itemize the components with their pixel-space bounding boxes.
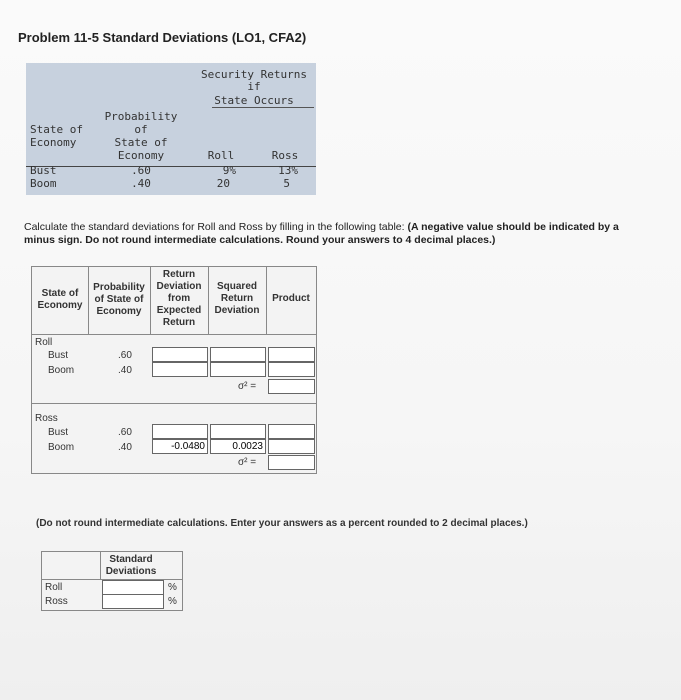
grid-v2 (150, 267, 151, 334)
sd-grid-v (100, 552, 101, 579)
col-prob-line4: Economy (117, 149, 165, 162)
ross-variance-input[interactable] (268, 455, 315, 470)
roll-label: Roll (35, 337, 53, 348)
col-prob-line3: State of (114, 136, 168, 149)
instructions-bold: (A negative value should be indicated by a minus sign. Do not round intermediate calculations. Round your answers to 4 decimal places.) (24, 221, 619, 246)
hdr-prob-3: Economy (96, 306, 142, 317)
col-state-line2: Economy (30, 136, 77, 149)
row-boom-ross: 5 (283, 177, 290, 190)
hdr-product: Product (272, 293, 310, 304)
header-if: if (247, 80, 261, 93)
roll-bust-state: Bust (48, 350, 69, 361)
ross-boom-squared-input[interactable] (210, 439, 266, 454)
col-state-line1: State of (30, 123, 83, 136)
hdr-sq-3: Deviation (214, 305, 260, 316)
roll-boom-deviation-input[interactable] (152, 362, 208, 377)
row-bust-prob: .60 (131, 164, 151, 177)
note-percent: (Do not round intermediate calculations. Enter your answers as a percent rounded to 2 decimal places.) (36, 518, 528, 529)
ross-bust-squared-input[interactable] (210, 424, 266, 439)
hdr-state-2: Economy (37, 300, 83, 311)
hdr-prob-2: of State of (94, 294, 144, 305)
ross-bust-prob: .60 (118, 427, 132, 438)
instructions-plain: Calculate the standard deviations for Roll and Ross by filling in the following table: (24, 221, 408, 233)
hdr-dev-1: Return (162, 269, 196, 280)
page-title: Problem 11-5 Standard Deviations (LO1, CFA2) (18, 30, 307, 45)
row-boom-roll: 20 (216, 177, 230, 190)
hdr-sq-1: Squared (216, 281, 257, 292)
hdr-dev-3: from (167, 293, 191, 304)
roll-bust-prob: .60 (118, 350, 132, 361)
ross-boom-deviation-input[interactable] (152, 439, 208, 454)
roll-bust-squared-input[interactable] (210, 347, 266, 362)
sd-table (41, 551, 183, 611)
roll-boom-product-input[interactable] (268, 362, 315, 377)
sd-ross-unit: % (168, 596, 177, 607)
header-state-occurs: State Occurs (214, 94, 294, 107)
ross-boom-state: Boom (48, 442, 75, 453)
sd-roll-label: Roll (45, 582, 63, 593)
col-roll: Roll (207, 149, 235, 162)
row-boom-prob: .40 (131, 177, 151, 190)
calc-table (31, 266, 317, 474)
col-prob-line2: of (134, 123, 148, 136)
roll-bust-product-input[interactable] (268, 347, 315, 362)
ross-bust-state: Bust (48, 427, 69, 438)
row-boom-state: Boom (30, 177, 57, 190)
ross-label: Ross (35, 413, 58, 424)
sd-header-1: Standard (109, 554, 153, 565)
hdr-state-1: State of (41, 288, 79, 299)
hdr-dev-2: Deviation (156, 281, 202, 292)
hdr-sq-2: Return (220, 293, 254, 304)
row-bust-roll: 9% (222, 164, 236, 177)
grid-v4 (266, 267, 267, 334)
header-security-returns: Security Returns (201, 68, 307, 81)
ross-boom-prob: .40 (118, 442, 132, 453)
grid-v1 (88, 267, 89, 334)
grid-v3 (208, 267, 209, 334)
grid-h-mid (32, 403, 316, 404)
sd-ross-input[interactable] (102, 594, 164, 609)
sd-roll-unit: % (168, 582, 177, 593)
col-ross: Ross (271, 149, 299, 162)
grid-h-header (32, 334, 316, 335)
col-prob-line1: Probability (104, 110, 178, 123)
roll-variance-input[interactable] (268, 379, 315, 394)
roll-boom-state: Boom (48, 365, 75, 376)
ross-variance-label: σ² = (238, 457, 257, 468)
hdr-prob-1: Probability (93, 282, 145, 293)
instructions (24, 221, 624, 247)
roll-boom-squared-input[interactable] (210, 362, 266, 377)
ross-boom-product-input[interactable] (268, 439, 315, 454)
roll-variance-label: σ² = (238, 381, 257, 392)
sd-roll-input[interactable] (102, 580, 164, 595)
sd-ross-label: Ross (45, 596, 68, 607)
security-returns-table (26, 63, 316, 195)
ross-bust-product-input[interactable] (268, 424, 315, 439)
hdr-dev-5: Return (162, 317, 196, 328)
row-bust-state: Bust (30, 164, 57, 177)
row-bust-ross: 13% (278, 164, 298, 177)
roll-bust-deviation-input[interactable] (152, 347, 208, 362)
ross-bust-deviation-input[interactable] (152, 424, 208, 439)
hdr-dev-4: Expected (156, 305, 202, 316)
header-underline (212, 107, 314, 108)
roll-boom-prob: .40 (118, 365, 132, 376)
sd-header-2: Deviations (105, 566, 157, 577)
